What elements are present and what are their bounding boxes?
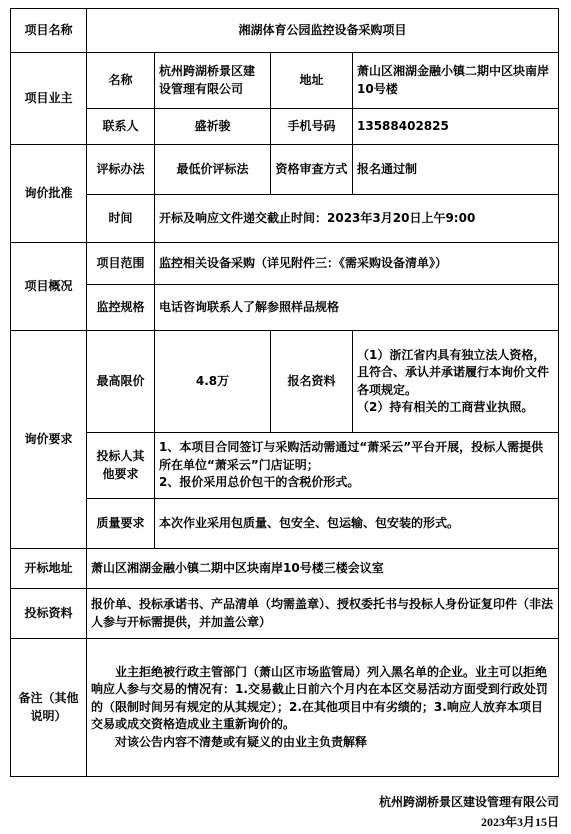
row-overview-spec xyxy=(11,285,559,331)
bid-docs-label: 投标资料 xyxy=(11,589,87,639)
qualification-value: 报名通过制 xyxy=(353,145,559,195)
row-overview-scope xyxy=(11,243,559,285)
project-name-value: 湘湖体育公园监控设备采购项目 xyxy=(87,9,559,53)
owner-name-label: 名称 xyxy=(87,53,155,109)
remarks-value xyxy=(87,639,559,777)
remarks-label: 备注（其他说明） xyxy=(11,639,87,777)
procurement-notice xyxy=(10,8,558,777)
time-label: 时间 xyxy=(87,195,155,243)
bidder-item: 1、本项目合同签订与采购活动需通过“萧采云”平台开展，投标人需提供所在单位“萧采云”门店证明； xyxy=(159,440,544,472)
spec-label: 监控规格 xyxy=(87,285,155,331)
row-requirements-quality xyxy=(11,499,559,549)
contact-value: 盛祈骏 xyxy=(155,109,271,145)
owner-label: 项目业主 xyxy=(11,53,87,145)
opening-label: 开标地址 xyxy=(11,549,87,589)
time-value: 开标及响应文件递交截止时间：2023年3月20日上午9:00 xyxy=(155,195,559,243)
registration-label: 报名资料 xyxy=(271,331,353,433)
owner-address-label: 地址 xyxy=(271,53,353,109)
max-price-value: 4.8万 xyxy=(155,331,271,433)
owner-name-value: 杭州跨湖桥景区建设管理有限公司 xyxy=(155,53,271,109)
quality-label: 质量要求 xyxy=(87,499,155,549)
project-name-label: 项目名称 xyxy=(11,9,87,53)
row-remarks xyxy=(11,639,559,777)
remarks-paragraph: 对该公告内容不清楚或有疑义的由业主负责解释 xyxy=(115,734,368,749)
contact-label: 联系人 xyxy=(87,109,155,145)
method-value: 最低价评标法 xyxy=(155,145,271,195)
footer-date: 2023年3月15日 xyxy=(480,815,559,829)
max-price-label: 最高限价 xyxy=(87,331,155,433)
registration-item: （2）持有相关的工商营业执照。 xyxy=(357,399,534,414)
row-owner-contact xyxy=(11,109,559,145)
footer-company: 杭州跨湖桥景区建设管理有限公司 xyxy=(378,795,559,809)
bidder-item: 2、报价采用总价包干的含税价形式。 xyxy=(159,475,360,490)
method-label: 评标办法 xyxy=(87,145,155,195)
spec-value: 电话咨询联系人了解参照样品规格 xyxy=(155,285,559,331)
phone-value: 13588402825 xyxy=(353,109,559,145)
row-requirements-price xyxy=(11,331,559,433)
bid-docs-value: 报价单、投标承诺书、产品清单（均需盖章）、授权委托书与投标人身份证复印件（非法人参与开标需提供，并加盖公章） xyxy=(87,589,559,639)
approval-label: 询价批准 xyxy=(11,145,87,243)
registration-item: （1）浙江省内具有独立法人资格，且符合、承认并承诺履行本询价文件各项规定。 xyxy=(357,347,550,397)
owner-address-value: 萧山区湘湖金融小镇二期中区块南岸10号楼 xyxy=(353,53,559,109)
scope-value: 监控相关设备采购（详见附件三：《需采购设备清单》） xyxy=(155,243,559,285)
row-bid-docs xyxy=(11,589,559,639)
opening-value: 萧山区湘湖金融小镇二期中区块南岸10号楼三楼会议室 xyxy=(87,549,559,589)
row-approval-method xyxy=(11,145,559,195)
phone-label: 手机号码 xyxy=(271,109,353,145)
qualification-label: 资格审查方式 xyxy=(271,145,353,195)
quality-value: 本次作业采用包质量、包安全、包运输、包安装的形式。 xyxy=(155,499,559,549)
row-requirements-bidder xyxy=(11,433,559,499)
row-opening-address xyxy=(11,549,559,589)
remarks-paragraph: 业主拒绝被行政主管部门（萧山区市场监管局）列入黑名单的企业。业主可以拒绝响应人参与交易的情况有：1.交易截止日前六个月内在本区交易活动方面受到行政处罚的（限制时间另有规定的从其规定）；2.在其他项目中有劣绩的；3.响应人放弃本项目交易或成交资格造成业主重新询价的。 xyxy=(91,665,548,732)
registration-list xyxy=(353,331,559,433)
scope-label: 项目范围 xyxy=(87,243,155,285)
row-approval-time xyxy=(11,195,559,243)
row-owner-name xyxy=(11,53,559,109)
overview-label: 项目概况 xyxy=(11,243,87,331)
requirements-label: 询价要求 xyxy=(11,331,87,549)
notice-table xyxy=(10,8,559,777)
row-project-name xyxy=(11,9,559,53)
bidder-label: 投标人其他要求 xyxy=(87,433,155,499)
bidder-list xyxy=(155,433,559,499)
